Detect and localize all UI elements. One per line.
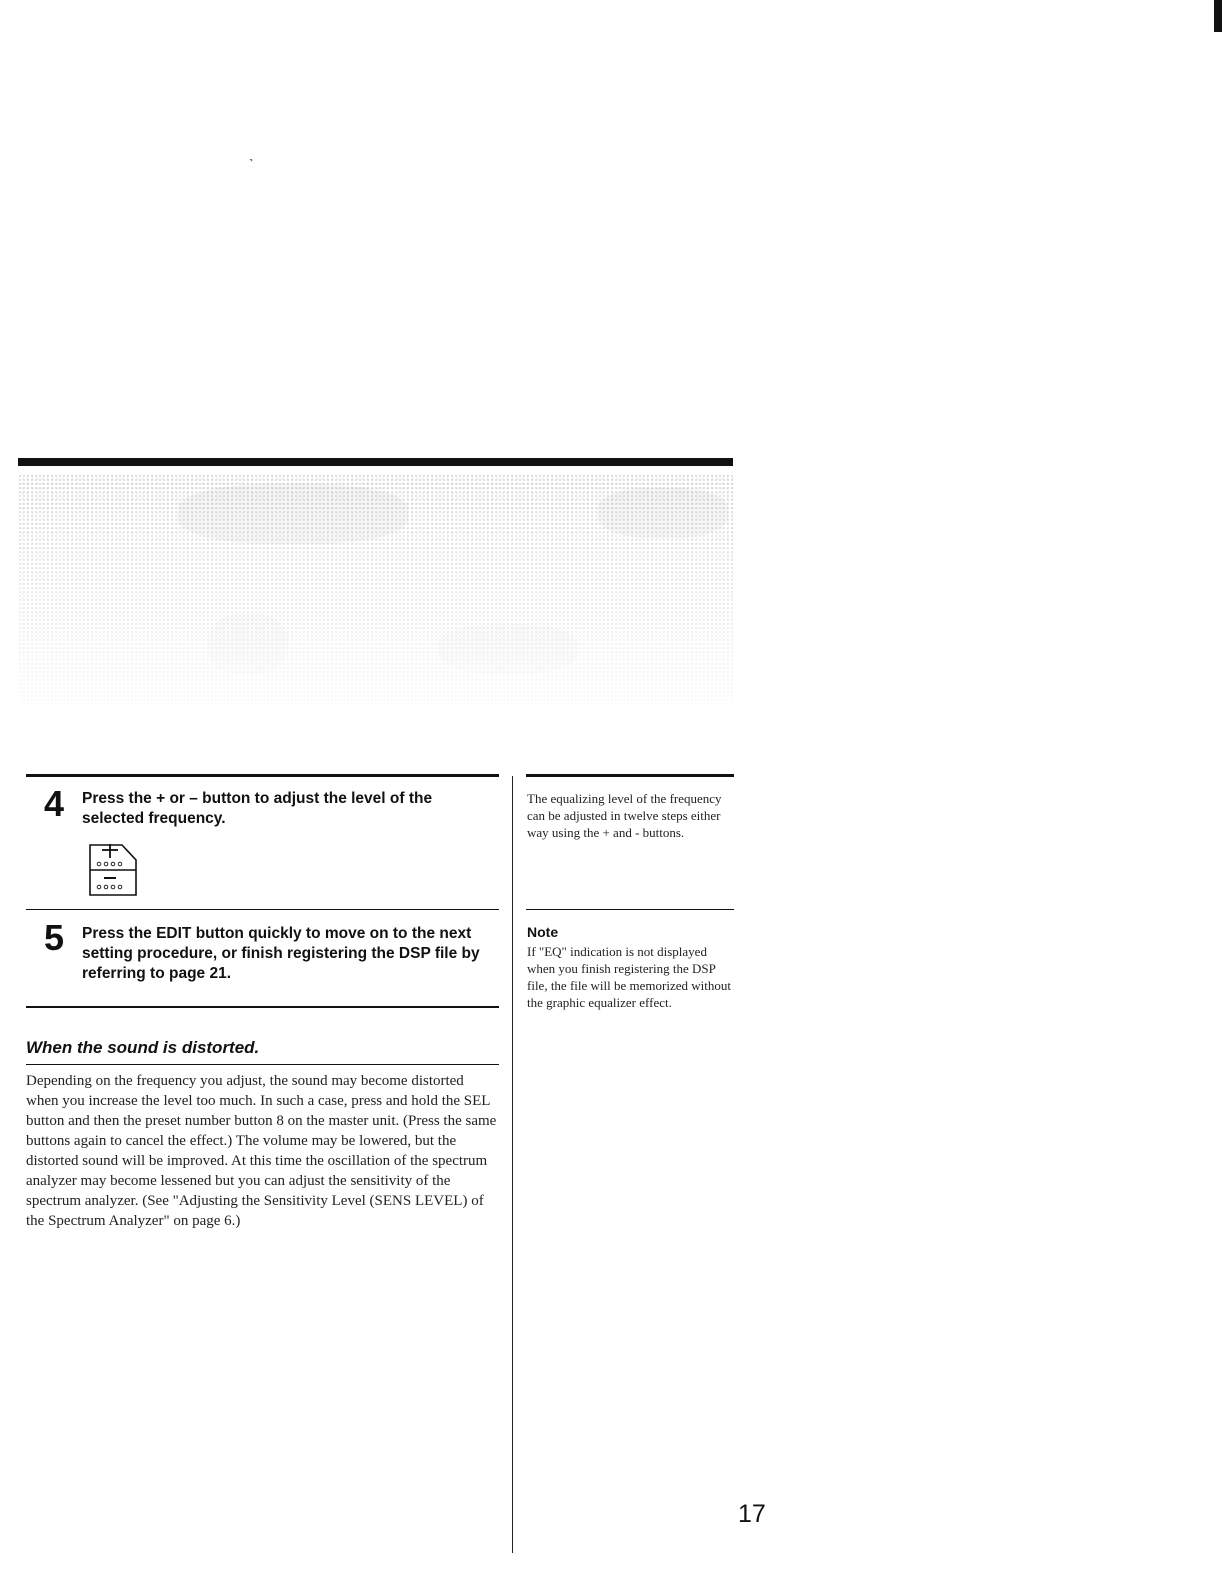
plus-minus-button-icon (88, 843, 140, 899)
section-heading: When the sound is distorted. (26, 1038, 260, 1057)
note-heading: Note (527, 924, 559, 940)
step-4-text: Press the + or – button to adjust the level of the selected frequency. (82, 790, 433, 827)
sidebar-tip: The equalizing level of the frequency can be adjusted in twelve steps either way using the + and - buttons. (527, 791, 722, 840)
faded-illustration-area (18, 474, 733, 704)
step-5-text: Press the EDIT button quickly to move on to the next setting procedure, or finish registering the DSP file by referring to page 21. (82, 925, 480, 982)
scan-speck: ˺ (249, 157, 253, 171)
step-5-top-rule (26, 909, 499, 910)
steps-end-rule (26, 1006, 499, 1008)
step-4-top-rule (26, 774, 499, 777)
note-text: If "EQ" indication is not displayed when you finish registering the DSP file, the file will be memorized without the graphic equalizer effect. (527, 944, 731, 1010)
section-body: Depending on the frequency you adjust, the sound may become distorted when you increase the level too much. In such a case, press and hold the SEL button and then the preset number button 8 on the master unit. (Press the same buttons again to cancel the effect.) The volume may be lowered, but the distorted sound will be improved. At this time the oscillation of the spectrum analyzer may become lessened but you can adjust the sensitivity of the spectrum analyzer. (See "Adjusting the Sensitivity Level (SENS LEVEL) of the Spectrum Analyzer" on page 6.) (26, 1073, 497, 1229)
note-top-rule (526, 909, 734, 910)
page-number: 17 (738, 1500, 766, 1528)
column-divider (512, 776, 513, 1553)
step-4-number: 4 (44, 783, 65, 824)
edge-mark (1214, 0, 1222, 32)
step-5-number: 5 (44, 917, 65, 958)
sidebar-top-rule (526, 774, 734, 777)
top-rule (18, 458, 733, 466)
section-heading-rule (26, 1064, 499, 1065)
